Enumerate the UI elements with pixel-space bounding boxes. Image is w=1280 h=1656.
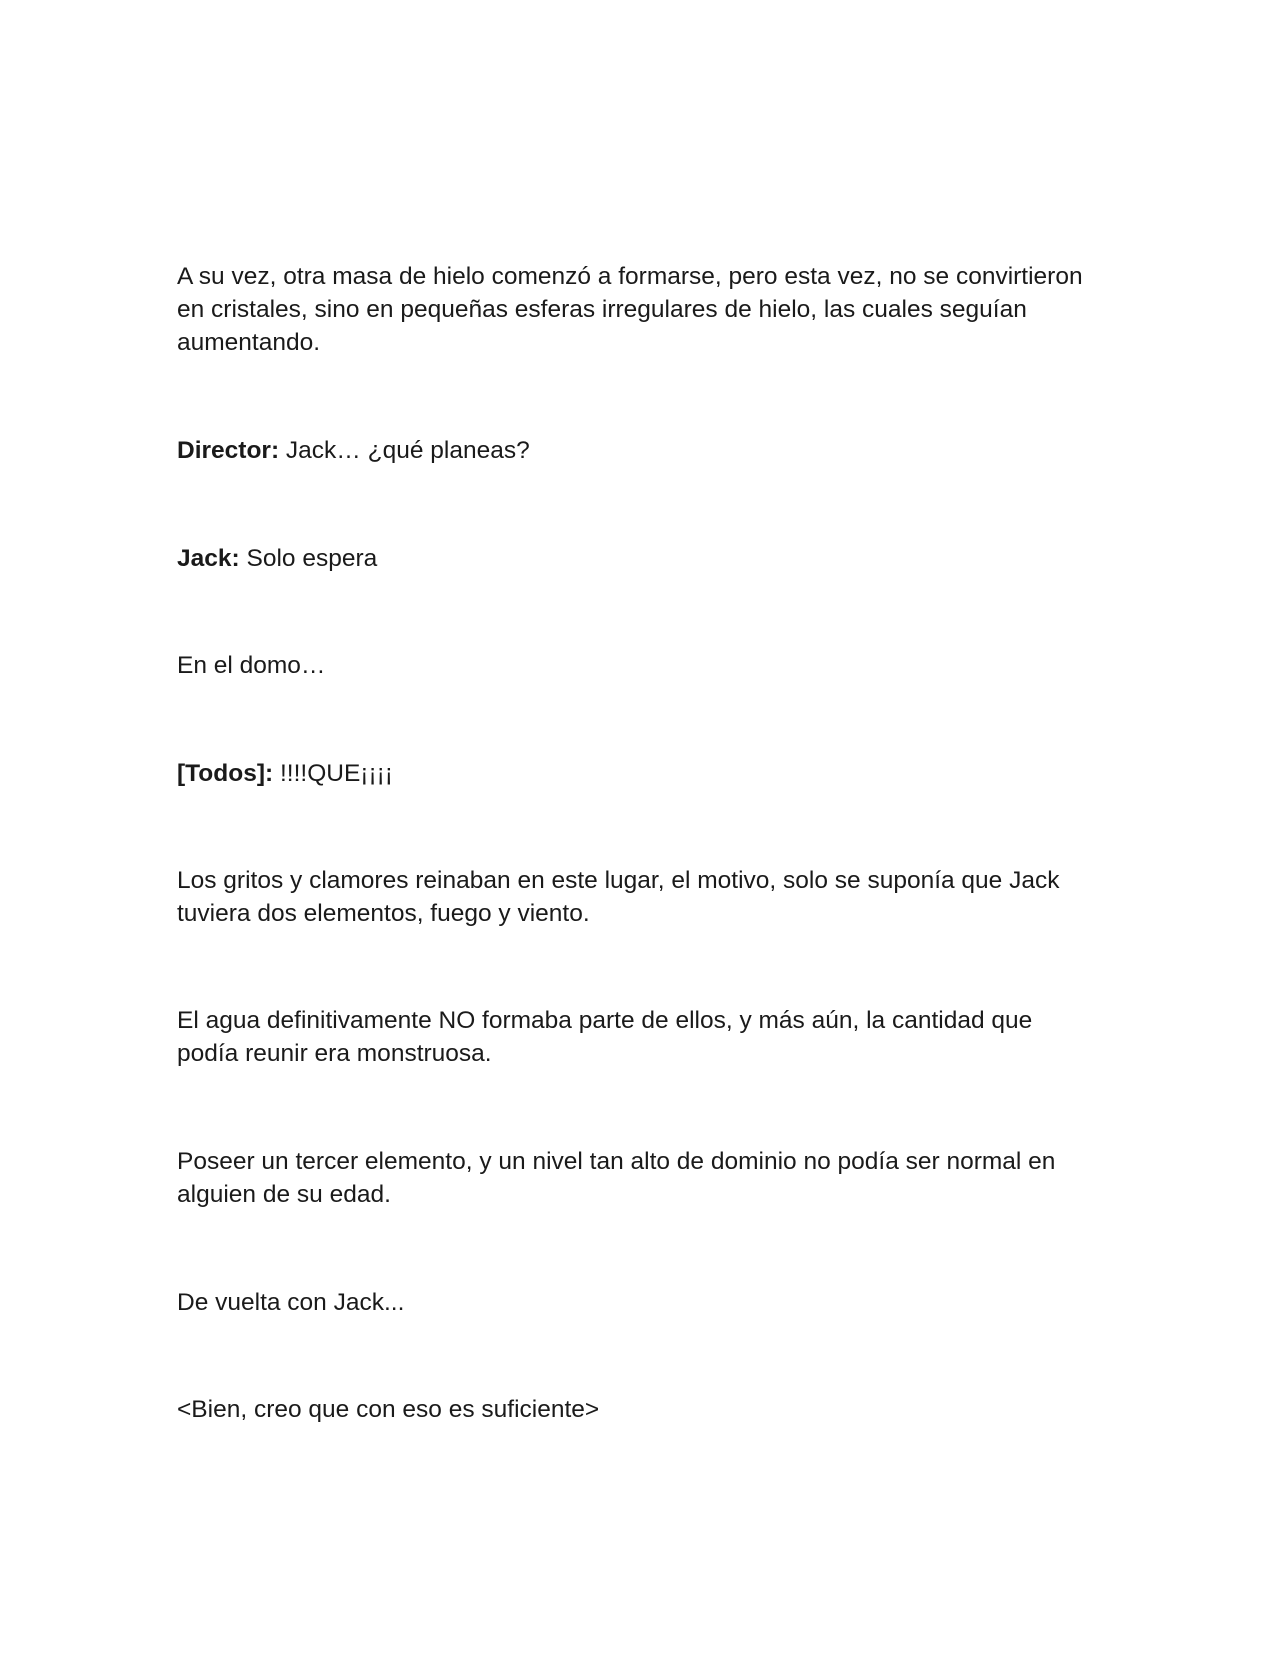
dialogue-text: Solo espera (239, 545, 378, 572)
speaker-label: Director: (177, 437, 280, 464)
narration-paragraph (177, 1004, 1097, 1070)
scene-transition (177, 649, 1097, 682)
paragraph-text: En el domo… (177, 652, 326, 679)
paragraph-text: De vuelta con Jack... (177, 1289, 405, 1316)
speaker-label: [Todos]: (177, 760, 274, 787)
paragraph-text: Poseer un tercer elemento, y un nivel tan alto de dominio no podía ser normal en alguien de su edad. (177, 1148, 1056, 1208)
dialogue-line-director (177, 434, 1097, 467)
thought-line (177, 1393, 1097, 1426)
dialogue-line-todos (177, 757, 1097, 790)
paragraph-text: El agua definitivamente NO formaba parte de ellos, y más aún, la cantidad que podía reunir era monstruosa. (177, 1007, 1033, 1067)
speaker-label: Jack: (177, 545, 240, 572)
dialogue-text: Jack… ¿qué planeas? (279, 437, 530, 464)
narration-paragraph (177, 864, 1097, 930)
paragraph-text: <Bien, creo que con eso es suficiente> (177, 1396, 600, 1423)
scene-transition (177, 1286, 1097, 1319)
paragraph-text: A su vez, otra masa de hielo comenzó a formarse, pero esta vez, no se convirtieron en cristales, sino en pequeñas esferas irregulares de hielo, las cuales seguían aumentando. (177, 263, 1083, 356)
dialogue-text: !!!!QUE¡¡¡¡ (273, 760, 393, 787)
dialogue-line-jack (177, 542, 1097, 575)
narration-paragraph (177, 260, 1097, 359)
narration-paragraph (177, 1145, 1097, 1211)
paragraph-text: Los gritos y clamores reinaban en este lugar, el motivo, solo se suponía que Jack tuviera dos elementos, fuego y viento. (177, 867, 1060, 927)
